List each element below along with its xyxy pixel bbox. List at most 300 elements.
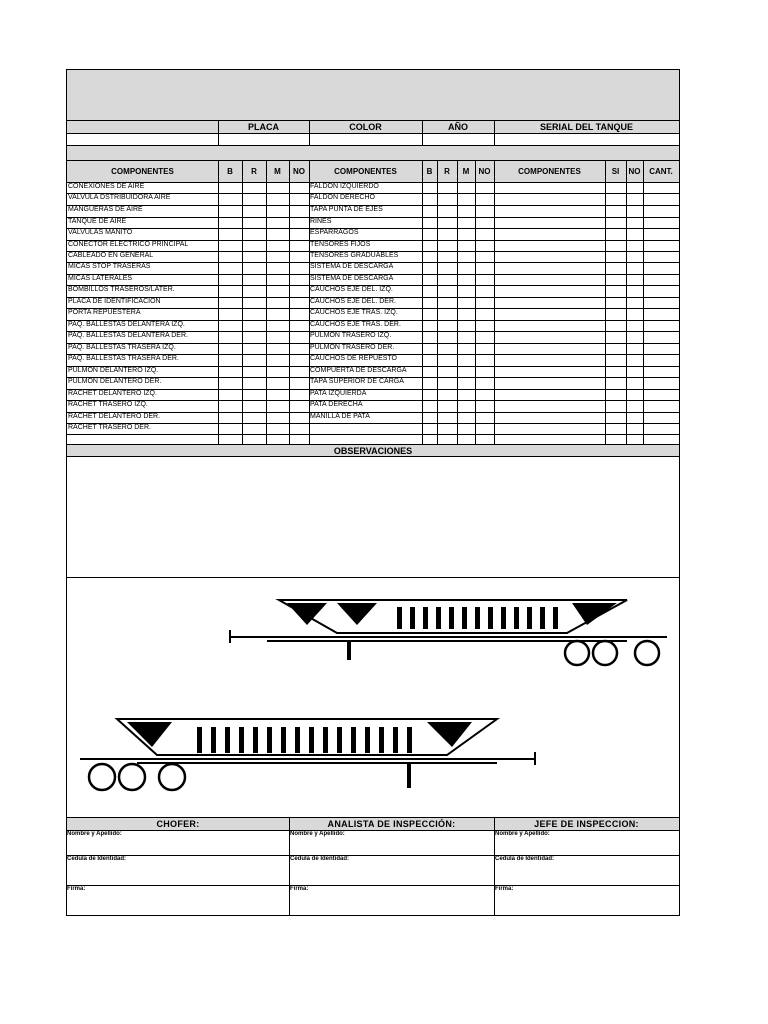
group3-header-3: CANT. [649, 167, 673, 176]
rating-cell[interactable] [626, 182, 643, 193]
rating-cell[interactable] [475, 331, 494, 343]
rating-cell[interactable] [626, 240, 643, 251]
rating-cell[interactable] [289, 193, 309, 205]
component-cell-blank[interactable] [494, 285, 605, 297]
component-row-label: CABLEADO EN GENERAL [68, 252, 154, 259]
rating-cell[interactable] [437, 320, 457, 331]
rating-cell[interactable] [457, 285, 475, 297]
rating-cell[interactable] [289, 377, 309, 389]
rating-cell[interactable] [242, 389, 266, 400]
rating-cell[interactable] [605, 400, 626, 412]
rating-cell[interactable] [266, 205, 289, 217]
rating-cell[interactable] [626, 274, 643, 285]
rating-cell[interactable] [289, 354, 309, 366]
spacer-band [67, 146, 679, 160]
rating-cell[interactable] [457, 308, 475, 320]
component-row-label: RACHET TRASERO IZQ. [68, 401, 148, 408]
rating-cell[interactable] [289, 331, 309, 343]
rating-cell[interactable] [266, 389, 289, 400]
rating-cell[interactable] [643, 262, 679, 274]
rating-cell[interactable] [605, 308, 626, 320]
rating-cell[interactable] [457, 354, 475, 366]
color-value-cell[interactable] [309, 134, 422, 145]
rating-cell[interactable] [218, 217, 242, 228]
rating-cell[interactable] [475, 400, 494, 412]
rating-cell[interactable] [266, 285, 289, 297]
rating-cell[interactable] [218, 274, 242, 285]
rating-cell[interactable] [626, 193, 643, 205]
rating-cell[interactable] [457, 297, 475, 308]
analista-id-label: Cedula de Identidad: [290, 856, 350, 862]
rating-cell[interactable] [289, 308, 309, 320]
rating-cell[interactable] [242, 182, 266, 193]
rating-cell[interactable] [457, 377, 475, 389]
rating-cell[interactable] [218, 240, 242, 251]
component-cell-blank[interactable] [494, 389, 605, 400]
rating-cell[interactable] [626, 412, 643, 423]
rating-cell[interactable] [218, 389, 242, 400]
rating-cell[interactable] [242, 228, 266, 240]
group2-header-4: NO [478, 167, 491, 176]
rating-cell[interactable] [437, 354, 457, 366]
rating-cell[interactable] [643, 251, 679, 262]
chofer-title: CHOFER: [156, 819, 200, 829]
rating-cell[interactable] [626, 285, 643, 297]
rating-cell[interactable] [475, 308, 494, 320]
component-row-label: PULMON TRASERO DER. [310, 344, 395, 351]
rating-cell[interactable] [605, 331, 626, 343]
component-cell-blank[interactable] [494, 262, 605, 274]
rating-cell[interactable] [475, 412, 494, 423]
rating-cell[interactable] [475, 228, 494, 240]
rating-cell[interactable] [289, 285, 309, 297]
rating-cell[interactable] [218, 262, 242, 274]
component-cell-blank[interactable] [494, 331, 605, 343]
rating-cell[interactable] [266, 343, 289, 354]
rating-cell[interactable] [475, 240, 494, 251]
rating-cell[interactable] [242, 297, 266, 308]
rating-cell[interactable] [218, 228, 242, 240]
rating-cell[interactable] [422, 240, 437, 251]
component-row-label: PATA IZQUIERDA [310, 390, 367, 397]
rating-cell[interactable] [422, 193, 437, 205]
rating-cell[interactable] [626, 320, 643, 331]
rating-cell[interactable] [218, 193, 242, 205]
rating-cell[interactable] [605, 412, 626, 423]
rating-cell[interactable] [475, 389, 494, 400]
rating-cell[interactable] [266, 423, 289, 434]
rating-cell[interactable] [605, 320, 626, 331]
component-row-label: PATA DERECHA [310, 401, 363, 408]
rating-cell[interactable] [437, 331, 457, 343]
rating-cell[interactable] [422, 274, 437, 285]
observations-area[interactable] [67, 457, 679, 577]
rating-cell[interactable] [457, 389, 475, 400]
rating-cell[interactable] [242, 262, 266, 274]
rating-cell[interactable] [242, 377, 266, 389]
rating-cell[interactable] [475, 262, 494, 274]
rating-cell[interactable] [437, 251, 457, 262]
ano-value-cell[interactable] [422, 134, 494, 145]
rating-cell[interactable] [242, 217, 266, 228]
rating-cell[interactable] [242, 423, 266, 434]
rating-cell[interactable] [218, 205, 242, 217]
rating-cell[interactable] [437, 423, 457, 434]
rating-cell[interactable] [475, 274, 494, 285]
rating-cell[interactable] [457, 193, 475, 205]
rating-cell[interactable] [422, 308, 437, 320]
component-row-label: PAQ. BALLESTAS TRASERA DER. [68, 355, 179, 362]
component-cell-blank[interactable] [494, 354, 605, 366]
rating-cell[interactable] [218, 285, 242, 297]
rating-cell[interactable] [457, 205, 475, 217]
rating-cell[interactable] [475, 193, 494, 205]
rating-cell[interactable] [289, 320, 309, 331]
component-cell-blank[interactable] [494, 228, 605, 240]
component-row-label: RACHET TRASERO DER. [68, 424, 151, 431]
rating-cell[interactable] [643, 274, 679, 285]
rating-cell[interactable] [626, 217, 643, 228]
analista-title: ANALISTA DE INSPECCIÓN: [327, 819, 456, 829]
component-row-label: VALVULAS MANITO [68, 229, 133, 236]
component-row-label: FALDON DERECHO [310, 194, 375, 201]
rating-cell[interactable] [605, 377, 626, 389]
group1-header-0: COMPONENTES [111, 167, 174, 176]
rating-cell[interactable] [242, 205, 266, 217]
rating-cell[interactable] [643, 182, 679, 193]
rating-cell[interactable] [266, 240, 289, 251]
rating-cell[interactable] [626, 377, 643, 389]
rating-cell[interactable] [457, 262, 475, 274]
rating-cell[interactable] [242, 251, 266, 262]
rating-cell[interactable] [289, 262, 309, 274]
rating-cell[interactable] [605, 389, 626, 400]
rating-cell[interactable] [457, 228, 475, 240]
rating-cell[interactable] [422, 205, 437, 217]
rating-cell[interactable] [643, 240, 679, 251]
component-cell-blank[interactable] [494, 320, 605, 331]
rating-cell[interactable] [475, 251, 494, 262]
rating-cell[interactable] [643, 297, 679, 308]
rating-cell[interactable] [289, 251, 309, 262]
rating-cell[interactable] [605, 228, 626, 240]
rating-cell[interactable] [643, 343, 679, 354]
rating-cell[interactable] [643, 331, 679, 343]
rating-cell[interactable] [218, 251, 242, 262]
jefe-sign-label: Firma: [495, 886, 514, 892]
rating-cell[interactable] [242, 400, 266, 412]
rating-cell[interactable] [437, 377, 457, 389]
rating-cell[interactable] [437, 400, 457, 412]
rating-cell[interactable] [289, 182, 309, 193]
rating-cell[interactable] [437, 274, 457, 285]
rating-cell[interactable] [266, 400, 289, 412]
rating-cell[interactable] [437, 285, 457, 297]
rating-cell[interactable] [437, 308, 457, 320]
rating-cell[interactable] [437, 262, 457, 274]
rating-cell[interactable] [437, 217, 457, 228]
rating-cell[interactable] [266, 297, 289, 308]
rating-cell[interactable] [605, 343, 626, 354]
rating-cell[interactable] [626, 343, 643, 354]
rating-cell[interactable] [422, 228, 437, 240]
rating-cell[interactable] [626, 228, 643, 240]
group3-header-1: SI [611, 167, 620, 176]
rating-cell[interactable] [422, 354, 437, 366]
rating-cell[interactable] [605, 182, 626, 193]
rating-cell[interactable] [266, 274, 289, 285]
rating-cell[interactable] [626, 366, 643, 377]
rating-cell[interactable] [422, 251, 437, 262]
rating-cell[interactable] [422, 423, 437, 434]
component-row-label: TANQUE DE AIRE [68, 218, 127, 225]
rating-cell[interactable] [422, 377, 437, 389]
component-cell-blank[interactable] [494, 377, 605, 389]
rating-cell[interactable] [242, 308, 266, 320]
component-cell-blank[interactable] [494, 423, 605, 434]
rating-cell[interactable] [242, 412, 266, 423]
rating-cell[interactable] [457, 400, 475, 412]
rating-cell[interactable] [218, 423, 242, 434]
component-row-label: PORTA REPUESTERA [68, 309, 141, 316]
rating-cell[interactable] [475, 366, 494, 377]
component-cell-blank[interactable] [494, 205, 605, 217]
rating-cell[interactable] [218, 343, 242, 354]
rating-cell[interactable] [475, 182, 494, 193]
rating-cell[interactable] [266, 228, 289, 240]
rating-cell[interactable] [437, 343, 457, 354]
rating-cell[interactable] [605, 285, 626, 297]
rating-cell[interactable] [457, 412, 475, 423]
inspection-form [66, 69, 680, 916]
rating-cell[interactable] [475, 343, 494, 354]
rating-cell[interactable] [437, 389, 457, 400]
rating-cell[interactable] [437, 366, 457, 377]
rating-cell[interactable] [242, 285, 266, 297]
rating-cell[interactable] [643, 377, 679, 389]
rating-cell[interactable] [266, 354, 289, 366]
rating-cell[interactable] [242, 331, 266, 343]
rating-cell[interactable] [457, 274, 475, 285]
rating-cell[interactable] [457, 182, 475, 193]
rating-cell[interactable] [437, 240, 457, 251]
rating-cell[interactable] [475, 205, 494, 217]
rating-cell[interactable] [218, 400, 242, 412]
rating-cell[interactable] [218, 320, 242, 331]
rating-cell[interactable] [605, 354, 626, 366]
rating-cell[interactable] [266, 217, 289, 228]
rating-cell[interactable] [643, 389, 679, 400]
rating-cell[interactable] [643, 366, 679, 377]
rating-cell[interactable] [266, 366, 289, 377]
rating-cell[interactable] [605, 205, 626, 217]
rating-cell[interactable] [422, 331, 437, 343]
rating-cell[interactable] [475, 354, 494, 366]
rating-cell[interactable] [437, 193, 457, 205]
rating-cell[interactable] [457, 217, 475, 228]
rating-cell[interactable] [457, 331, 475, 343]
component-cell-blank[interactable] [494, 251, 605, 262]
rating-cell[interactable] [422, 400, 437, 412]
component-cell-blank[interactable] [494, 343, 605, 354]
group2-header-0: COMPONENTES [334, 167, 397, 176]
rating-cell[interactable] [289, 412, 309, 423]
rating-cell[interactable] [643, 285, 679, 297]
rating-cell[interactable] [422, 217, 437, 228]
rating-cell[interactable] [626, 205, 643, 217]
color-label: COLOR [349, 122, 382, 132]
rating-cell[interactable] [266, 320, 289, 331]
rating-cell[interactable] [475, 377, 494, 389]
rating-cell[interactable] [626, 400, 643, 412]
rating-cell[interactable] [422, 285, 437, 297]
rating-cell[interactable] [422, 262, 437, 274]
rating-cell[interactable] [457, 320, 475, 331]
placa-value-cell[interactable] [218, 134, 309, 145]
rating-cell[interactable] [437, 228, 457, 240]
rating-cell[interactable] [643, 320, 679, 331]
rating-cell[interactable] [422, 320, 437, 331]
component-cell-blank[interactable] [494, 297, 605, 308]
rating-cell[interactable] [422, 412, 437, 423]
rating-cell[interactable] [626, 389, 643, 400]
rating-cell[interactable] [437, 182, 457, 193]
trailer-right-side-view-icon [227, 585, 673, 673]
rating-cell[interactable] [218, 331, 242, 343]
component-cell-blank[interactable] [494, 274, 605, 285]
rating-cell[interactable] [475, 217, 494, 228]
rating-cell[interactable] [266, 412, 289, 423]
rating-cell[interactable] [475, 423, 494, 434]
rating-cell[interactable] [643, 354, 679, 366]
rating-cell[interactable] [242, 320, 266, 331]
rating-cell[interactable] [437, 205, 457, 217]
rating-cell[interactable] [218, 412, 242, 423]
rating-cell[interactable] [218, 182, 242, 193]
rating-cell[interactable] [289, 297, 309, 308]
component-cell-blank[interactable] [494, 193, 605, 205]
rating-cell[interactable] [242, 274, 266, 285]
component-cell-blank[interactable] [494, 366, 605, 377]
component-row-label: BOMBILLOS TRASEROS/LATER. [68, 286, 175, 293]
rating-cell[interactable] [218, 354, 242, 366]
rating-cell[interactable] [218, 366, 242, 377]
rating-cell[interactable] [605, 251, 626, 262]
rating-cell[interactable] [643, 205, 679, 217]
rating-cell[interactable] [626, 262, 643, 274]
rating-cell[interactable] [605, 193, 626, 205]
rating-cell[interactable] [289, 423, 309, 434]
rating-cell[interactable] [626, 297, 643, 308]
component-cell-blank[interactable] [494, 240, 605, 251]
rating-cell[interactable] [242, 240, 266, 251]
rating-cell[interactable] [605, 274, 626, 285]
rating-cell[interactable] [266, 182, 289, 193]
rating-cell[interactable] [289, 240, 309, 251]
rating-cell[interactable] [289, 217, 309, 228]
rating-cell[interactable] [457, 251, 475, 262]
rating-cell[interactable] [643, 228, 679, 240]
rating-cell[interactable] [218, 377, 242, 389]
rating-cell[interactable] [218, 297, 242, 308]
rating-cell[interactable] [626, 251, 643, 262]
rating-cell[interactable] [626, 423, 643, 434]
rating-cell[interactable] [457, 423, 475, 434]
rating-cell[interactable] [605, 240, 626, 251]
chofer-name-label: Nombre y Apellido: [67, 831, 122, 837]
rating-cell[interactable] [643, 400, 679, 412]
rating-cell[interactable] [242, 366, 266, 377]
rating-cell[interactable] [289, 400, 309, 412]
rating-cell[interactable] [266, 193, 289, 205]
rating-cell[interactable] [457, 343, 475, 354]
rating-cell[interactable] [475, 285, 494, 297]
component-cell-blank[interactable] [494, 182, 605, 193]
rating-cell[interactable] [457, 366, 475, 377]
rating-cell[interactable] [266, 377, 289, 389]
rating-cell[interactable] [289, 274, 309, 285]
rating-cell[interactable] [457, 240, 475, 251]
rating-cell[interactable] [422, 297, 437, 308]
rating-cell[interactable] [643, 412, 679, 423]
rating-cell[interactable] [289, 366, 309, 377]
rating-cell[interactable] [266, 308, 289, 320]
rating-cell[interactable] [289, 343, 309, 354]
rating-cell[interactable] [605, 217, 626, 228]
rating-cell[interactable] [422, 182, 437, 193]
rating-cell[interactable] [605, 423, 626, 434]
component-cell-blank[interactable] [494, 400, 605, 412]
rating-cell[interactable] [422, 343, 437, 354]
rating-cell[interactable] [289, 228, 309, 240]
rating-cell[interactable] [626, 308, 643, 320]
rating-cell[interactable] [242, 354, 266, 366]
rating-cell[interactable] [289, 389, 309, 400]
rating-cell[interactable] [643, 217, 679, 228]
rating-cell[interactable] [437, 297, 457, 308]
serial-tanque-value-cell[interactable] [494, 134, 679, 145]
rating-cell[interactable] [643, 308, 679, 320]
rating-cell[interactable] [643, 193, 679, 205]
rating-cell[interactable] [266, 262, 289, 274]
rating-cell[interactable] [266, 331, 289, 343]
component-row-label: VALVULA DSTRIBUIDORA AIRE [68, 194, 171, 201]
rating-cell[interactable] [605, 366, 626, 377]
rating-cell[interactable] [289, 205, 309, 217]
group3-header-0: COMPONENTES [518, 167, 581, 176]
component-cell-blank[interactable] [494, 308, 605, 320]
rating-cell[interactable] [266, 251, 289, 262]
rating-cell[interactable] [242, 343, 266, 354]
rating-cell[interactable] [626, 354, 643, 366]
rating-cell[interactable] [475, 320, 494, 331]
rating-cell[interactable] [626, 331, 643, 343]
rating-cell[interactable] [605, 262, 626, 274]
component-row-label: RACHET DELANTERO IZQ. [68, 390, 157, 397]
rating-cell[interactable] [605, 297, 626, 308]
rating-cell[interactable] [643, 423, 679, 434]
rating-cell[interactable] [422, 389, 437, 400]
rating-cell[interactable] [422, 366, 437, 377]
rating-cell[interactable] [218, 308, 242, 320]
group2-header-3: M [462, 167, 470, 176]
rating-cell[interactable] [437, 412, 457, 423]
component-cell-blank[interactable] [494, 217, 605, 228]
component-row-label: RACHET DELANTERO DER. [68, 413, 161, 420]
rating-cell[interactable] [242, 193, 266, 205]
component-cell-blank[interactable] [494, 412, 605, 423]
rating-cell[interactable] [475, 297, 494, 308]
